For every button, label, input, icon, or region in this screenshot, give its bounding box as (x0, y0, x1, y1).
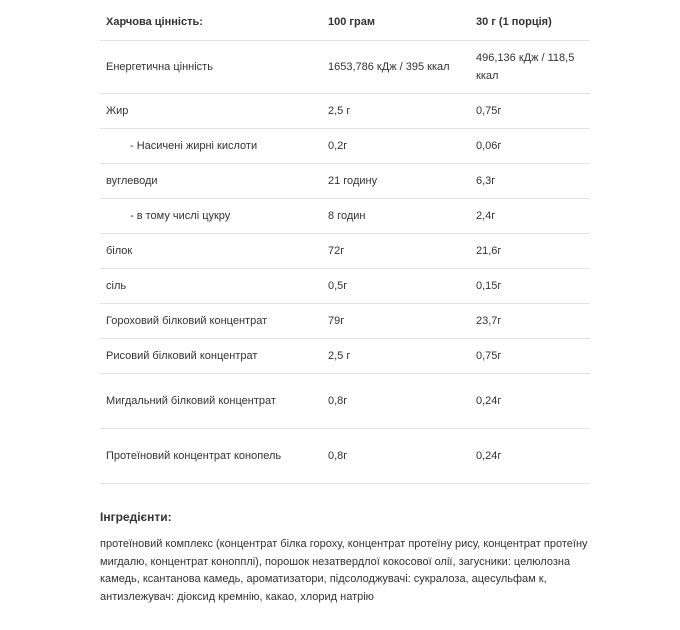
row-per-100g: 0,2г (322, 129, 470, 164)
header-per-serving: 30 г (1 порція) (470, 4, 590, 41)
row-label: Мигдальний білковий концентрат (100, 374, 322, 429)
row-per-100g: 0,8г (322, 429, 470, 484)
nutrition-table (100, 4, 590, 484)
row-per-serving: 0,06г (470, 129, 590, 164)
row-per-serving: 0,75г (470, 94, 590, 129)
row-label: - Насичені жирні кислоти (100, 129, 322, 164)
header-nutrition: Харчова цінність: (100, 4, 322, 41)
row-per-serving: 0,24г (470, 429, 590, 484)
row-label: - в тому числі цукру (100, 199, 322, 234)
table-row (100, 41, 590, 94)
row-label: білок (100, 234, 322, 269)
ingredients-title: Інгредієнти: (100, 510, 172, 524)
row-per-serving: 0,75г (470, 339, 590, 374)
row-per-serving: 21,6г (470, 234, 590, 269)
row-label: Протеїновий концентрат конопель (100, 429, 322, 484)
row-per-100g: 2,5 г (322, 339, 470, 374)
row-per-100g: 0,5г (322, 269, 470, 304)
table-row (100, 94, 590, 129)
row-per-serving: 496,136 кДж / 118,5 ккал (470, 41, 590, 94)
row-per-100g: 8 годин (322, 199, 470, 234)
row-per-100g: 0,8г (322, 374, 470, 429)
row-per-serving: 2,4г (470, 199, 590, 234)
table-row (100, 199, 590, 234)
row-per-100g: 21 годину (322, 164, 470, 199)
row-label: сіль (100, 269, 322, 304)
row-per-serving: 0,15г (470, 269, 590, 304)
row-per-100g: 2,5 г (322, 94, 470, 129)
row-per-100g: 72г (322, 234, 470, 269)
table-header-row (100, 4, 590, 41)
row-per-serving: 6,3г (470, 164, 590, 199)
row-label: вуглеводи (100, 164, 322, 199)
ingredients-text: протеїновий комплекс (концентрат білка гороху, концентрат протеїну рису, концентрат протеїну мигдалю, концентрат конопплі), порошок незатвердлої кокосової олії, загусники: целюлозна камедь, ксантанова камедь, ароматизатори, підсолоджувачі: сукралоза, ацесульфам к, антизлежувач: діоксид кремнію, какао, хлорид натрію (100, 538, 588, 603)
row-label: Жир (100, 94, 322, 129)
table-row (100, 304, 590, 339)
table-row (100, 269, 590, 304)
header-per-100g: 100 грам (322, 4, 470, 41)
table-row (100, 429, 590, 484)
table-row (100, 339, 590, 374)
table-row (100, 374, 590, 429)
row-per-100g: 79г (322, 304, 470, 339)
table-row (100, 129, 590, 164)
row-label: Енергетична цінність (100, 41, 322, 94)
row-label: Гороховий білковий концентрат (100, 304, 322, 339)
table-row (100, 234, 590, 269)
table-row (100, 164, 590, 199)
row-label: Рисовий білковий концентрат (100, 339, 322, 374)
row-per-100g: 1653,786 кДж / 395 ккал (322, 41, 470, 94)
row-per-serving: 23,7г (470, 304, 590, 339)
row-per-serving: 0,24г (470, 374, 590, 429)
